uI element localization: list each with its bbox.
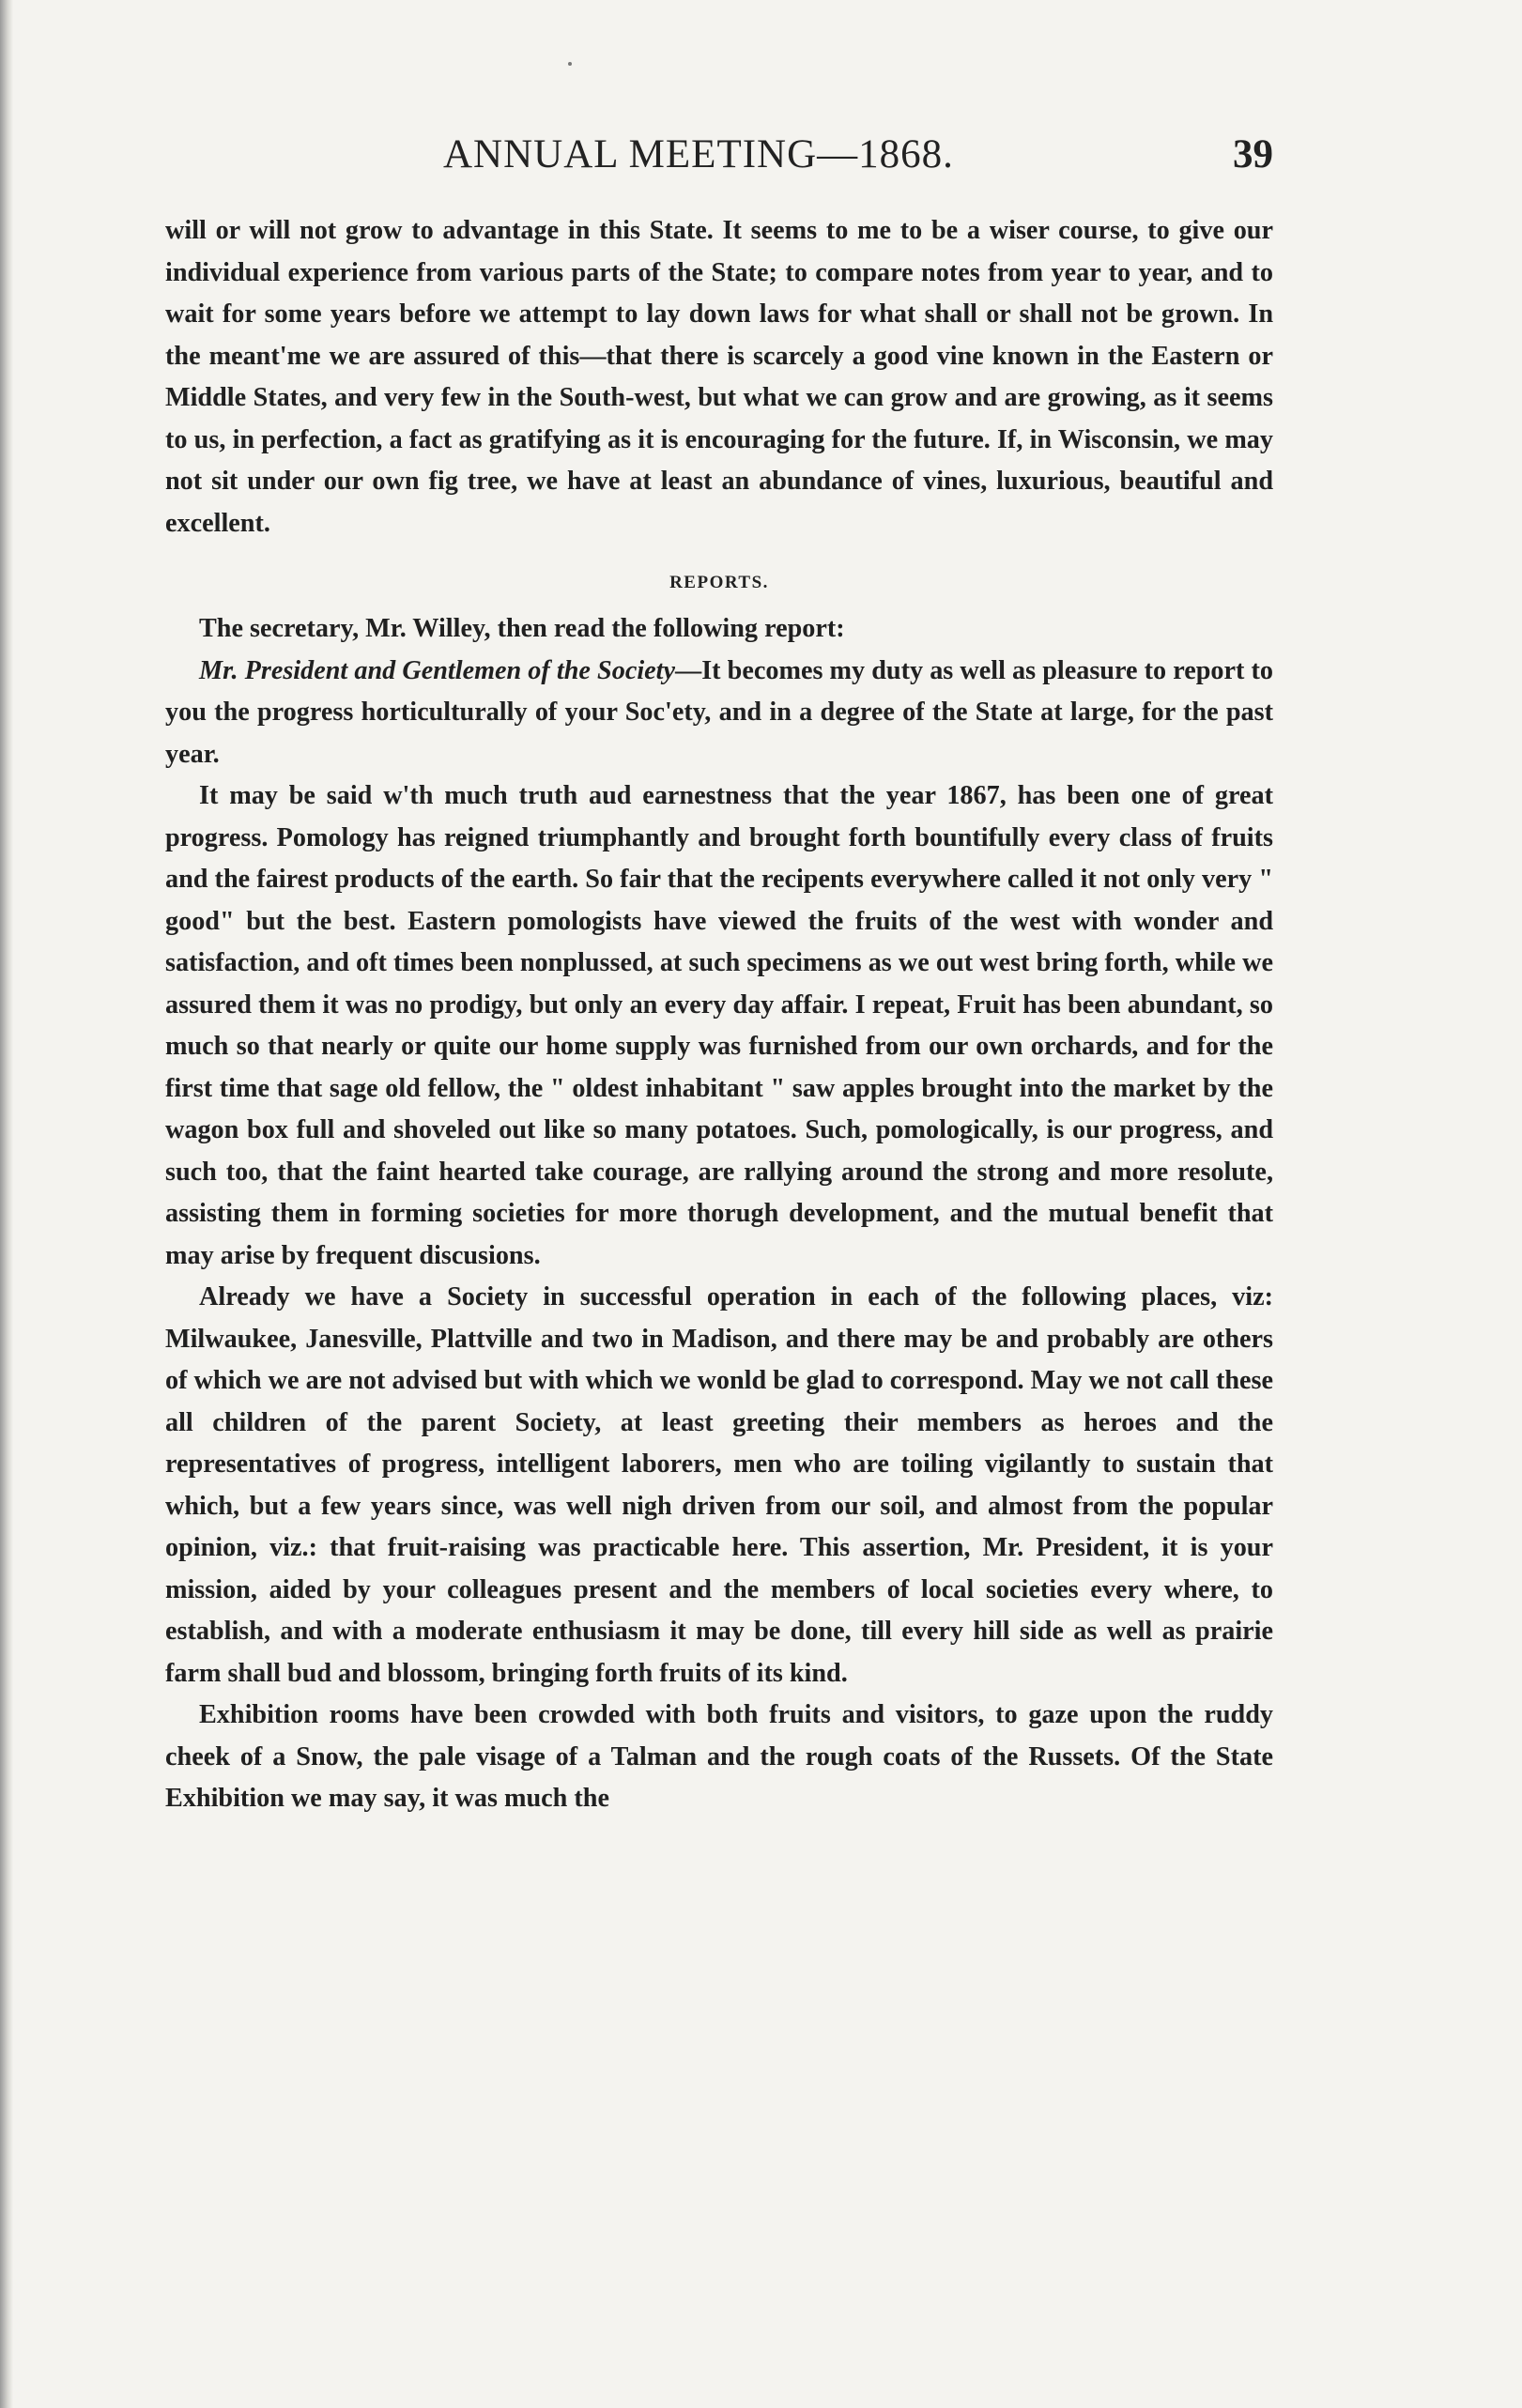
body-text	[165, 210, 1273, 1820]
salutation-paragraph	[165, 651, 1273, 776]
salutation-rest: —It becomes my duty as well as pleasure to report to you the progress horticulturally of your Soc'ety, and in a degree of the State at large, for the past year.	[165, 655, 1273, 769]
section-heading: REPORTS.	[669, 573, 769, 592]
page-number: 39	[1233, 132, 1273, 176]
scan-edge	[0, 0, 13, 2408]
paragraph-continued: will or will not grow to advantage in this State. It seems to me to be a wiser course, to give our individual experience from various parts of the State; to compare notes from year to year, and to wait for some years before we attempt to lay down laws for what shall or shall not be grown. In the meant'me we are assured of this—that there is scarcely a good vine known in the Eastern or Middle States, and very few in the South-west, but what we can grow and are growing, as it seems to us, in perfection, a fact as gratifying as it is encouraging for the future. If, in Wisconsin, we may not sit under our own fig tree, we have at least an abundance of vines, luxurious, beautiful and excellent.	[165, 216, 1273, 538]
book-page	[165, 131, 1273, 1820]
paragraph: Already we have a Society in successful operation in each of the following places, viz: Milwaukee, Janesville, Plattville and two in Madison, and there may be and probably are others of which we are not advised but with which we wonld be glad to correspond. May we not call these all children of the parent Society, at least greeting their members as heroes and the representatives of progress, intelligent laborers, men who are toiling vigilantly to sustain that which, but a few years since, was well nigh driven from our soil, and almost from the popular opinion, viz.: that fruit-raising was practicable here. This assertion, Mr. President, it is your mission, aided by your colleagues present and the members of local societies every where, to establish, and with a moderate enthusiasm it may be done, till every hill side as well as prairie farm shall bud and blossom, bringing forth fruits of its kind.	[165, 1282, 1273, 1688]
paragraph: Exhibition rooms have been crowded with both fruits and visitors, to gaze upon the ruddy cheek of a Snow, the pale visage of a Talman and the rough coats of the Russets. Of the State Exhibition we may say, it was much the	[165, 1700, 1273, 1813]
scan-speck	[568, 62, 572, 66]
salutation: Mr. President and Gentlemen of the Society	[199, 655, 676, 685]
running-title: ANNUAL MEETING—1868.	[443, 132, 954, 176]
running-head	[171, 131, 1273, 197]
intro-paragraph: The secretary, Mr. Willey, then read the following report:	[199, 614, 845, 643]
paragraph: It may be said w'th much truth aud earnestness that the year 1867, has been one of great progress. Pomology has reigned triumphantly and brought forth bountifully every class of fruits and the fairest products of the earth. So fair that the recipents everywhere called it not only very " good" but the best. Eastern pomologists have viewed the fruits of the west with wonder and satisfaction, and oft times been nonplussed, at such specimens as we out west bring forth, while we assured them it was no prodigy, but only an every day affair. I repeat, Fruit has been abundant, so much so that nearly or quite our home supply was furnished from our own orchards, and for the first time that sage old fellow, the " oldest inhabitant " saw apples brought into the market by the wagon box full and shoveled out like so many potatoes. Such, pomologically, is our progress, and such too, that the faint hearted take courage, are rallying around the strong and more resolute, assisting them in forming societies for more thorugh development, and the mutual benefit that may arise by frequent discusions.	[165, 781, 1273, 1270]
